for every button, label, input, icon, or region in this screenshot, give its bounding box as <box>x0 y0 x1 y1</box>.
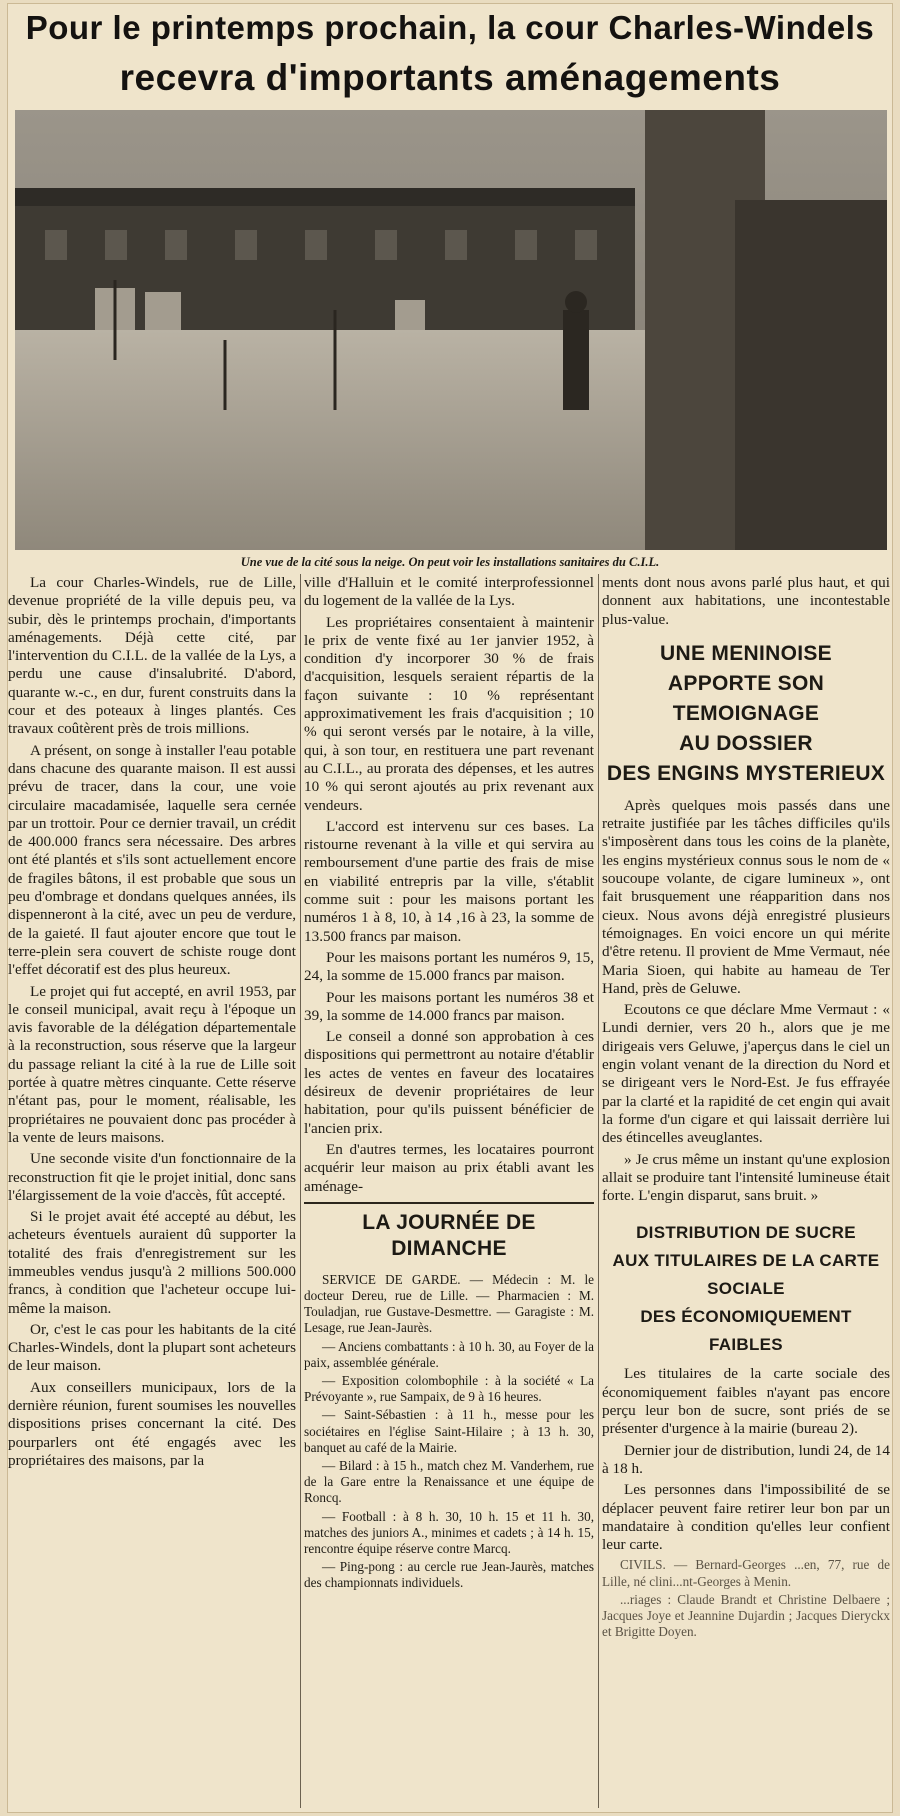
distribution-heading-line: AUX TITULAIRES DE LA CARTE SOCIALE <box>612 1251 880 1299</box>
photo-illustration <box>15 110 887 550</box>
col2-paragraph: Pour les maisons portant les numéros 38 et 39, la somme de 14.000 francs par maison. <box>304 988 594 1024</box>
distribution-heading-line: DES ÉCONOMIQUEMENT FAIBLES <box>640 1307 852 1355</box>
journee-listing <box>304 1272 594 1592</box>
column-divider-1 <box>300 574 301 1808</box>
distribution-paragraph: Dernier jour de distribution, lundi 24, de 14 à 18 h. <box>602 1441 890 1477</box>
distribution-paragraph: Les personnes dans l'impossibilité de se déplacer peuvent faire retirer leur bon par un mandataire à condition qu'elles leur confient leur carte. <box>602 1481 890 1554</box>
journee-item: SERVICE DE GARDE. — Médecin : M. le docteur Dereu, rue de Lille. — Pharmacien : M. Touladjan, rue Gustave-Desmettre. — Garagiste : M. Lesage, rue Jean-Jaurès. <box>304 1271 594 1336</box>
col1-paragraph: A présent, on songe à installer l'eau potable dans chacune des quarante maison. Il est aussi prévu de tracer, dans la cour, une voie circulaire macadamisée, laquelle sera cernée par un trottoir. Pour ce dernier travail, un crédit de 400.000 francs sera nécessaire. Des arbres ont été plantés et s'ils sont actuellement encore de fragiles bâtons, il est probable que sous un peu d'ombrage et dondans quelques années, ils dispenneront à la cité, avec un peu de verdure, de la gaieté. Il faut ajouter encore que tout le terre-plein sera couvert de schiste rouge dont l'effet décoratif est des plus heureux. <box>8 741 296 979</box>
journee-item: — Anciens combattants : à 10 h. 30, au Foyer de la paix, assemblée générale. <box>304 1338 594 1370</box>
column-divider-2 <box>598 574 599 1808</box>
roofline <box>15 188 635 206</box>
distribution-heading-line: DISTRIBUTION DE SUCRE <box>636 1223 856 1243</box>
snow-courtyard-photo <box>15 110 887 550</box>
meninoise-paragraph: Après quelques mois passés dans une retraite justifiée par les tâches difficiles qu'ils s'imposèrent dans tous les coins de la planète, les engins mystérieux connus sous le nom de « soucoupe volante, de cigare lumineux », ont fait brusquement une réapparition dans nos cieux. Nous avons déjà enregistré plusieurs témoignages. En voici encore un qui mérite d'être retenu. Il provient de Mme Vermaut, née Maria Sioen, qui habite au hameau de Ter Hand, près de Geluwe. <box>602 796 890 997</box>
col1-paragraph: Le projet qui fut accepté, en avril 1953, par le conseil municipal, avait reçu à l'époque un avis favorable de la délégation départementale à la reconstruction, sous réserve que la largeur du passage reliant la cité à la rue de Lille soit portée à quatre mètres cinquante. Cette réserve n'étant pas, pour le moment, réalisable, les propriétaires ne pouvaient donc pas procéder à la vente de leurs maisons. <box>8 982 296 1146</box>
meninoise-heading-line: DES ENGINS MYSTERIEUX <box>606 761 886 785</box>
newspaper-clipping <box>8 4 892 1812</box>
meninoise-paragraph: » Je crus même un instant qu'une explosion allait se produire tant l'intensité lumineuse était forte. L'engin disparut, sans bruit. » <box>602 1150 890 1205</box>
journee-heading: LA JOURNÉE DE DIMANCHE <box>304 1202 594 1262</box>
col1-paragraph: Aux conseillers municipaux, lors de la dernière réunion, furent soumises les nouvelles dispositions prises concernant la cité. Des pourparlers ont été engagés avec les propriétaires des maisons, par la <box>8 1378 296 1469</box>
headline-line-1: Pour le printemps prochain, la cour Charles-Windels <box>25 9 875 46</box>
photo-caption: Une vue de la cité sous la neige. On peut voir les installations sanitaires du C.I.L. <box>240 555 660 569</box>
headline-line-2: recevra d'importants aménagements <box>119 57 781 98</box>
meninoise-heading-line: AU DOSSIER <box>679 731 813 755</box>
col3-intro: ments dont nous avons parlé plus haut, et qui donnent aux habitations, une incontestable plus-value. <box>602 574 890 628</box>
journee-item: — Bilard : à 15 h., match chez M. Vanderhem, rue de la Gare entre la Renaissance et une équipe de Roncq. <box>304 1458 594 1506</box>
distribution-paragraph: Les titulaires de la carte sociale des économiquement faibles n'ayant pas encore perçu leur bon de sucre, sont priés de se présenter d'urgence à la mairie (bureau 2). <box>602 1365 890 1438</box>
civil-registry-entry: ...riages : Claude Brandt et Christine Delbaere ; Jacques Joye et Jeannine Dujardin ; Jacques Dieryckx et Brigitte Doyen. <box>602 1591 890 1640</box>
meninoise-paragraph: Ecoutons ce que déclare Mme Vermaut : « Lundi dernier, vers 20 h., alors que je me dirigeais vers Geluwe, j'aperçus dans le ciel un engin volant venant de la direction du Nord et se dirigeant vers le Nord-Est. Je fus effrayée par la clarté et la rapidité de cet engin qui avait la forme d'un cigare et qui laissait derrière lui des étincelles aveuglantes. <box>602 1001 890 1147</box>
col2-paragraph: Les propriétaires consentaient à maintenir le prix de vente fixé au 1er janvier 1952, à condition d'y incorporer 30 % de frais d'acquisition, lesquels seraient répartis de la façon suivante : 10 % représentant approximativement les frais d'acquisition ; 10 % qui seront versés par le notaire, à la ville, qui, à son tour, en restituera une part revenant au C.I.L., au prorata des dépenses, et les autres 10 % qui seront ajoutés au prix revenant aux vendeurs. <box>304 613 594 814</box>
col1-paragraph: La cour Charles-Windels, rue de Lille, devenue propriété de la ville depuis peu, va subir, dès le printemps prochain, d'importants aménagements. Déjà cette cité, par l'intervention du C.I.L. de la vallée de la Lys, a perdu une cause d'insalubrité. D'abord, quarante w.-c., en dur, furent construits dans la cour et des poteaux à linges plantés. Ces travaux coûtèrent près de trois millions. <box>8 574 296 738</box>
article-column-3 <box>602 574 890 1808</box>
meninoise-heading <box>602 639 890 789</box>
col1-paragraph: Or, c'est le cas pour les habitants de la cité Charles-Windels, dont la plupart sont acheteurs de leur maison. <box>8 1320 296 1375</box>
journee-item: — Football : à 8 h. 30, 10 h. 15 et 11 h. 30, matches des juniors A., minimes et cadets ; à 14 h. 15, rencontre équipe réserve contre Marcq. <box>304 1508 594 1557</box>
col2-paragraph: En d'autres termes, les locataires pourront acquérir leur maison au prix établi avant les aménage- <box>304 1140 594 1195</box>
journee-item: — Saint-Sébastien : à 11 h., messe pour les sociétaires en l'église Saint-Hilaire ; à 13 h. 30, banquet au café de la Mairie. <box>304 1407 594 1455</box>
civil-registry <box>602 1557 890 1640</box>
article-column-1 <box>8 574 296 1808</box>
journee-item: — Exposition colombophile : à la société « La Prévoyante », rue Sampaix, de 9 à 16 heures. <box>304 1373 594 1405</box>
col2-paragraph: L'accord est intervenu sur ces bases. La ristourne revenant à la ville et qui servira au remboursement d'une partie des frais de mise en viabilité entrepris par la ville, s'établit comme suit : pour les maisons portant les numéros 1 à 8, 10, à 14 ,16 à 23, la somme de 13.500 francs par maison. <box>304 817 594 945</box>
civil-registry-entry: CIVILS. — Bernard-Georges ...en, 77, rue de Lille, né clini...nt-Georges à Menin. <box>602 1557 890 1589</box>
meninoise-heading-line: UNE MENINOISE <box>660 641 832 665</box>
journee-item: — Ping-pong : au cercle rue Jean-Jaurès, matches des championnats individuels. <box>304 1559 594 1591</box>
col2-paragraph: ville d'Halluin et le comité interprofessionnel du logement de la vallée de la Lys. <box>304 574 594 610</box>
article-column-2 <box>304 574 594 1808</box>
col1-paragraph: Une seconde visite d'un fonctionnaire de la reconstruction fit qie le projet initial, donc sans l'élargissement de la voie d'accès, fût accepté. <box>8 1150 296 1204</box>
col2-paragraph: Le conseil a donné son approbation à ces dispositions qui permettront au notaire d'établir les actes de ventes en faveur des locataires désireux de devenir propriétaires de leur habitation, pour qu'ils puissent bénéficier de l'ancien prix. <box>304 1028 594 1137</box>
distribution-heading <box>602 1219 890 1359</box>
right-building <box>735 200 887 550</box>
col1-paragraph: Si le projet avait été accepté au début, les acheteurs éventuels auraient dû supporter la totalité des frais d'enregistrement sur les immeubles vendus jusqu'à 2 millions 500.000 francs, à condition que l'acheteur occupe lui-même la maison. <box>8 1208 296 1317</box>
meninoise-heading-line: APPORTE SON TEMOIGNAGE <box>667 671 825 725</box>
col2-paragraph: Pour les maisons portant les numéros 9, 15, 24, la somme de 15.000 francs par maison. <box>304 948 594 985</box>
